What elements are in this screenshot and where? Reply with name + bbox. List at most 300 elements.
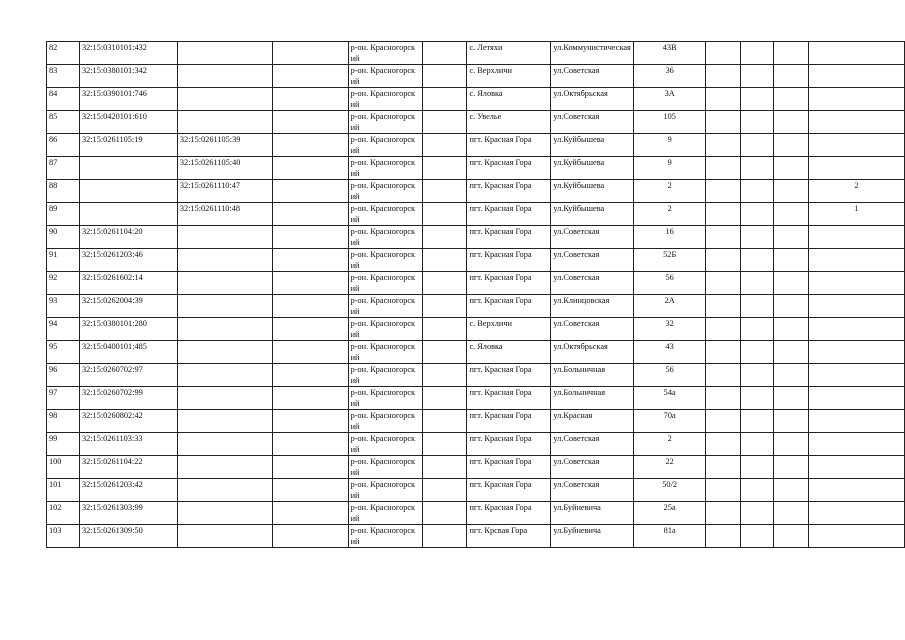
street-cell: ул.Буйневича bbox=[551, 525, 634, 548]
apartment-cell bbox=[808, 226, 904, 249]
street-cell: ул.Советская bbox=[551, 249, 634, 272]
house-number-cell: 32 bbox=[634, 318, 706, 341]
table-row bbox=[47, 387, 905, 410]
cadastral-number-cell: 32:15:0261104:22 bbox=[79, 456, 177, 479]
apartment-cell bbox=[808, 525, 904, 548]
district-cell: р-он. Красногорский bbox=[348, 433, 422, 456]
empty-cell bbox=[741, 387, 774, 410]
empty-cell bbox=[706, 111, 741, 134]
apartment-cell bbox=[808, 479, 904, 502]
empty-cell bbox=[706, 318, 741, 341]
premises-cadastral-number-cell: 32:15:0261110:47 bbox=[177, 180, 272, 203]
empty-cell bbox=[272, 479, 348, 502]
settlement-cell: пгт. Красная Гора bbox=[467, 157, 551, 180]
row-number-cell: 87 bbox=[47, 157, 80, 180]
empty-cell bbox=[706, 456, 741, 479]
empty-cell bbox=[774, 65, 809, 88]
table-row bbox=[47, 272, 905, 295]
apartment-cell bbox=[808, 88, 904, 111]
district-cell: р-он. Красногорский bbox=[348, 42, 422, 65]
settlement-cell: пгт. Крсвая Гора bbox=[467, 525, 551, 548]
premises-cadastral-number-cell bbox=[177, 65, 272, 88]
empty-cell bbox=[272, 65, 348, 88]
district-cell: р-он. Красногорский bbox=[348, 341, 422, 364]
table-row bbox=[47, 479, 905, 502]
row-number-cell: 92 bbox=[47, 272, 80, 295]
settlement-cell: с. Верхличи bbox=[467, 65, 551, 88]
settlement-cell: пгт. Красная Гора bbox=[467, 387, 551, 410]
empty-cell bbox=[272, 134, 348, 157]
empty-cell bbox=[422, 318, 467, 341]
premises-cadastral-number-cell bbox=[177, 364, 272, 387]
house-number-cell: 16 bbox=[634, 226, 706, 249]
empty-cell bbox=[706, 88, 741, 111]
premises-cadastral-number-cell bbox=[177, 249, 272, 272]
cadastral-number-cell: 32:15:0390101:746 bbox=[79, 88, 177, 111]
empty-cell bbox=[422, 502, 467, 525]
settlement-cell: с. Летяхи bbox=[467, 42, 551, 65]
empty-cell bbox=[272, 226, 348, 249]
empty-cell bbox=[272, 272, 348, 295]
table-row bbox=[47, 410, 905, 433]
empty-cell bbox=[774, 525, 809, 548]
street-cell: ул.Октябрьская bbox=[551, 341, 634, 364]
cadastral-number-cell: 32:15:0262004:39 bbox=[79, 295, 177, 318]
apartment-cell bbox=[808, 341, 904, 364]
street-cell: ул.Больничная bbox=[551, 364, 634, 387]
street-cell: ул.Коммунистическая bbox=[551, 42, 634, 65]
district-cell: р-он. Красногорский bbox=[348, 387, 422, 410]
row-number-cell: 100 bbox=[47, 456, 80, 479]
apartment-cell bbox=[808, 42, 904, 65]
street-cell: ул.Советская bbox=[551, 433, 634, 456]
empty-cell bbox=[422, 364, 467, 387]
street-cell: ул.Куйбышева bbox=[551, 157, 634, 180]
empty-cell bbox=[741, 456, 774, 479]
empty-cell bbox=[706, 364, 741, 387]
district-cell: р-он. Красногорский bbox=[348, 180, 422, 203]
settlement-cell: пгт. Красная Гора bbox=[467, 249, 551, 272]
apartment-cell bbox=[808, 272, 904, 295]
house-number-cell: 54а bbox=[634, 387, 706, 410]
table-row bbox=[47, 525, 905, 548]
settlement-cell: пгт. Красная Гора bbox=[467, 479, 551, 502]
table-row bbox=[47, 88, 905, 111]
cadastral-number-cell: 32:15:0260702:99 bbox=[79, 387, 177, 410]
empty-cell bbox=[272, 42, 348, 65]
premises-cadastral-number-cell: 32:15:0261110:48 bbox=[177, 203, 272, 226]
house-number-cell: 56 bbox=[634, 364, 706, 387]
apartment-cell bbox=[808, 111, 904, 134]
district-cell: р-он. Красногорский bbox=[348, 111, 422, 134]
row-number-cell: 102 bbox=[47, 502, 80, 525]
premises-cadastral-number-cell bbox=[177, 410, 272, 433]
row-number-cell: 96 bbox=[47, 364, 80, 387]
cadastral-number-cell: 32:15:0310101:432 bbox=[79, 42, 177, 65]
empty-cell bbox=[774, 456, 809, 479]
empty-cell bbox=[422, 341, 467, 364]
empty-cell bbox=[422, 272, 467, 295]
premises-cadastral-number-cell bbox=[177, 88, 272, 111]
empty-cell bbox=[774, 249, 809, 272]
empty-cell bbox=[706, 134, 741, 157]
premises-cadastral-number-cell bbox=[177, 341, 272, 364]
empty-cell bbox=[422, 479, 467, 502]
empty-cell bbox=[422, 226, 467, 249]
empty-cell bbox=[741, 410, 774, 433]
empty-cell bbox=[272, 387, 348, 410]
street-cell: ул.Октябрьская bbox=[551, 88, 634, 111]
settlement-cell: с. Яловка bbox=[467, 341, 551, 364]
empty-cell bbox=[706, 203, 741, 226]
settlement-cell: с. Увелье bbox=[467, 111, 551, 134]
empty-cell bbox=[774, 42, 809, 65]
settlement-cell: пгт. Красная Гора bbox=[467, 456, 551, 479]
street-cell: ул.Советская bbox=[551, 318, 634, 341]
cadastral-number-cell bbox=[79, 203, 177, 226]
premises-cadastral-number-cell bbox=[177, 525, 272, 548]
apartment-cell bbox=[808, 318, 904, 341]
district-cell: р-он. Красногорский bbox=[348, 502, 422, 525]
apartment-cell: 1 bbox=[808, 203, 904, 226]
empty-cell bbox=[741, 295, 774, 318]
settlement-cell: с. Верхличи bbox=[467, 318, 551, 341]
cadastral-number-cell: 32:15:0261602:14 bbox=[79, 272, 177, 295]
empty-cell bbox=[272, 203, 348, 226]
district-cell: р-он. Красногорский bbox=[348, 295, 422, 318]
empty-cell bbox=[774, 410, 809, 433]
row-number-cell: 91 bbox=[47, 249, 80, 272]
empty-cell bbox=[272, 318, 348, 341]
table-row bbox=[47, 180, 905, 203]
district-cell: р-он. Красногорский bbox=[348, 88, 422, 111]
empty-cell bbox=[741, 226, 774, 249]
empty-cell bbox=[422, 180, 467, 203]
premises-cadastral-number-cell bbox=[177, 295, 272, 318]
premises-cadastral-number-cell: 32:15:0261105:40 bbox=[177, 157, 272, 180]
apartment-cell bbox=[808, 456, 904, 479]
house-number-cell: 50/2 bbox=[634, 479, 706, 502]
empty-cell bbox=[774, 433, 809, 456]
house-number-cell: 9 bbox=[634, 157, 706, 180]
cadastral-number-cell bbox=[79, 180, 177, 203]
empty-cell bbox=[774, 88, 809, 111]
apartment-cell bbox=[808, 364, 904, 387]
empty-cell bbox=[272, 364, 348, 387]
empty-cell bbox=[706, 249, 741, 272]
empty-cell bbox=[774, 502, 809, 525]
row-number-cell: 93 bbox=[47, 295, 80, 318]
street-cell: ул.Советская bbox=[551, 226, 634, 249]
row-number-cell: 89 bbox=[47, 203, 80, 226]
district-cell: р-он. Красногорский bbox=[348, 249, 422, 272]
empty-cell bbox=[422, 203, 467, 226]
house-number-cell: 43 bbox=[634, 341, 706, 364]
street-cell: ул.Советская bbox=[551, 479, 634, 502]
house-number-cell: 22 bbox=[634, 456, 706, 479]
empty-cell bbox=[774, 479, 809, 502]
empty-cell bbox=[422, 433, 467, 456]
empty-cell bbox=[706, 341, 741, 364]
empty-cell bbox=[422, 249, 467, 272]
street-cell: ул.Больничная bbox=[551, 387, 634, 410]
empty-cell bbox=[741, 341, 774, 364]
table-row bbox=[47, 42, 905, 65]
district-cell: р-он. Красногорский bbox=[348, 318, 422, 341]
district-cell: р-он. Красногорский bbox=[348, 272, 422, 295]
empty-cell bbox=[272, 433, 348, 456]
empty-cell bbox=[422, 134, 467, 157]
premises-cadastral-number-cell bbox=[177, 111, 272, 134]
district-cell: р-он. Красногорский bbox=[348, 226, 422, 249]
empty-cell bbox=[706, 479, 741, 502]
premises-cadastral-number-cell bbox=[177, 387, 272, 410]
empty-cell bbox=[706, 226, 741, 249]
street-cell: ул.Буйневича bbox=[551, 502, 634, 525]
house-number-cell: 9 bbox=[634, 134, 706, 157]
empty-cell bbox=[774, 272, 809, 295]
empty-cell bbox=[422, 111, 467, 134]
cadastral-number-cell: 32:15:0261104:20 bbox=[79, 226, 177, 249]
street-cell: ул.Красная bbox=[551, 410, 634, 433]
cadastral-number-cell: 32:15:0260702:97 bbox=[79, 364, 177, 387]
district-cell: р-он. Красногорский bbox=[348, 65, 422, 88]
row-number-cell: 97 bbox=[47, 387, 80, 410]
table-row bbox=[47, 111, 905, 134]
district-cell: р-он. Красногорский bbox=[348, 134, 422, 157]
street-cell: ул.Советская bbox=[551, 65, 634, 88]
empty-cell bbox=[706, 525, 741, 548]
apartment-cell bbox=[808, 502, 904, 525]
house-number-cell: 36 bbox=[634, 65, 706, 88]
empty-cell bbox=[741, 318, 774, 341]
settlement-cell: пгт. Красная Гора bbox=[467, 134, 551, 157]
empty-cell bbox=[272, 525, 348, 548]
empty-cell bbox=[422, 88, 467, 111]
empty-cell bbox=[774, 318, 809, 341]
street-cell: ул.Советская bbox=[551, 111, 634, 134]
apartment-cell bbox=[808, 134, 904, 157]
cadastral-number-cell: 32:15:0261103:33 bbox=[79, 433, 177, 456]
empty-cell bbox=[741, 134, 774, 157]
empty-cell bbox=[422, 295, 467, 318]
row-number-cell: 86 bbox=[47, 134, 80, 157]
row-number-cell: 94 bbox=[47, 318, 80, 341]
street-cell: ул.Советская bbox=[551, 456, 634, 479]
table-row bbox=[47, 364, 905, 387]
table-row bbox=[47, 341, 905, 364]
empty-cell bbox=[741, 272, 774, 295]
empty-cell bbox=[741, 65, 774, 88]
empty-cell bbox=[774, 134, 809, 157]
settlement-cell: пгт. Красная Гора bbox=[467, 203, 551, 226]
table-row bbox=[47, 226, 905, 249]
empty-cell bbox=[422, 456, 467, 479]
empty-cell bbox=[774, 364, 809, 387]
street-cell: ул.Советская bbox=[551, 272, 634, 295]
premises-cadastral-number-cell bbox=[177, 479, 272, 502]
row-number-cell: 90 bbox=[47, 226, 80, 249]
empty-cell bbox=[272, 295, 348, 318]
settlement-cell: с. Яловка bbox=[467, 88, 551, 111]
apartment-cell bbox=[808, 433, 904, 456]
street-cell: ул.Куйбышева bbox=[551, 180, 634, 203]
row-number-cell: 83 bbox=[47, 65, 80, 88]
empty-cell bbox=[741, 157, 774, 180]
property-register-table bbox=[46, 41, 905, 548]
empty-cell bbox=[706, 387, 741, 410]
row-number-cell: 85 bbox=[47, 111, 80, 134]
empty-cell bbox=[741, 42, 774, 65]
cadastral-number-cell: 32:15:0380101:342 bbox=[79, 65, 177, 88]
empty-cell bbox=[706, 502, 741, 525]
settlement-cell: пгт. Красная Гора bbox=[467, 410, 551, 433]
empty-cell bbox=[706, 42, 741, 65]
empty-cell bbox=[741, 502, 774, 525]
cadastral-number-cell: 32:15:0261203:46 bbox=[79, 249, 177, 272]
empty-cell bbox=[272, 157, 348, 180]
row-number-cell: 99 bbox=[47, 433, 80, 456]
empty-cell bbox=[741, 525, 774, 548]
street-cell: ул.Клинцовская bbox=[551, 295, 634, 318]
empty-cell bbox=[741, 364, 774, 387]
empty-cell bbox=[774, 203, 809, 226]
premises-cadastral-number-cell bbox=[177, 272, 272, 295]
empty-cell bbox=[422, 387, 467, 410]
empty-cell bbox=[272, 502, 348, 525]
house-number-cell: 2 bbox=[634, 433, 706, 456]
empty-cell bbox=[774, 111, 809, 134]
table-row bbox=[47, 295, 905, 318]
house-number-cell: 81а bbox=[634, 525, 706, 548]
empty-cell bbox=[422, 65, 467, 88]
house-number-cell: 2 bbox=[634, 180, 706, 203]
table-row bbox=[47, 134, 905, 157]
district-cell: р-он. Красногорский bbox=[348, 157, 422, 180]
table-row bbox=[47, 249, 905, 272]
house-number-cell: 2 bbox=[634, 203, 706, 226]
empty-cell bbox=[774, 157, 809, 180]
empty-cell bbox=[706, 295, 741, 318]
apartment-cell bbox=[808, 157, 904, 180]
empty-cell bbox=[272, 456, 348, 479]
empty-cell bbox=[706, 180, 741, 203]
house-number-cell: 2А bbox=[634, 295, 706, 318]
premises-cadastral-number-cell bbox=[177, 433, 272, 456]
empty-cell bbox=[741, 111, 774, 134]
empty-cell bbox=[741, 203, 774, 226]
table-row bbox=[47, 502, 905, 525]
table-row bbox=[47, 433, 905, 456]
cadastral-number-cell: 32:15:0261203:42 bbox=[79, 479, 177, 502]
row-number-cell: 88 bbox=[47, 180, 80, 203]
premises-cadastral-number-cell bbox=[177, 42, 272, 65]
house-number-cell: 70а bbox=[634, 410, 706, 433]
district-cell: р-он. Красногорский bbox=[348, 479, 422, 502]
cadastral-number-cell: 32:15:0260802:42 bbox=[79, 410, 177, 433]
empty-cell bbox=[774, 387, 809, 410]
empty-cell bbox=[422, 525, 467, 548]
empty-cell bbox=[706, 433, 741, 456]
district-cell: р-он. Красногорский bbox=[348, 410, 422, 433]
cadastral-number-cell: 32:15:0261105:19 bbox=[79, 134, 177, 157]
house-number-cell: 105 bbox=[634, 111, 706, 134]
table-row bbox=[47, 65, 905, 88]
settlement-cell: пгт. Красная Гора bbox=[467, 502, 551, 525]
district-cell: р-он. Красногорский bbox=[348, 525, 422, 548]
district-cell: р-он. Красногорский bbox=[348, 364, 422, 387]
row-number-cell: 82 bbox=[47, 42, 80, 65]
apartment-cell bbox=[808, 65, 904, 88]
street-cell: ул.Куйбышева bbox=[551, 203, 634, 226]
empty-cell bbox=[272, 111, 348, 134]
empty-cell bbox=[272, 249, 348, 272]
cadastral-number-cell: 32:15:0400101:485 bbox=[79, 341, 177, 364]
row-number-cell: 95 bbox=[47, 341, 80, 364]
premises-cadastral-number-cell: 32:15:0261105:39 bbox=[177, 134, 272, 157]
empty-cell bbox=[774, 226, 809, 249]
empty-cell bbox=[741, 180, 774, 203]
premises-cadastral-number-cell bbox=[177, 226, 272, 249]
settlement-cell: пгт. Красная Гора bbox=[467, 433, 551, 456]
apartment-cell bbox=[808, 387, 904, 410]
row-number-cell: 98 bbox=[47, 410, 80, 433]
empty-cell bbox=[774, 180, 809, 203]
empty-cell bbox=[741, 479, 774, 502]
settlement-cell: пгт. Красная Гора bbox=[467, 295, 551, 318]
empty-cell bbox=[706, 157, 741, 180]
settlement-cell: пгт. Красная Гора bbox=[467, 272, 551, 295]
apartment-cell bbox=[808, 410, 904, 433]
table-row bbox=[47, 456, 905, 479]
street-cell: ул.Куйбышева bbox=[551, 134, 634, 157]
house-number-cell: 3А bbox=[634, 88, 706, 111]
house-number-cell: 52Б bbox=[634, 249, 706, 272]
empty-cell bbox=[774, 295, 809, 318]
empty-cell bbox=[272, 180, 348, 203]
settlement-cell: пгт. Красная Гора bbox=[467, 364, 551, 387]
district-cell: р-он. Красногорский bbox=[348, 456, 422, 479]
row-number-cell: 103 bbox=[47, 525, 80, 548]
cadastral-number-cell: 32:15:0261309:50 bbox=[79, 525, 177, 548]
premises-cadastral-number-cell bbox=[177, 318, 272, 341]
empty-cell bbox=[706, 65, 741, 88]
empty-cell bbox=[422, 157, 467, 180]
settlement-cell: пгт. Красная Гора bbox=[467, 226, 551, 249]
premises-cadastral-number-cell bbox=[177, 502, 272, 525]
settlement-cell: пгт. Красная Гора bbox=[467, 180, 551, 203]
empty-cell bbox=[422, 42, 467, 65]
empty-cell bbox=[774, 341, 809, 364]
table-row bbox=[47, 318, 905, 341]
cadastral-number-cell: 32:15:0420101:610 bbox=[79, 111, 177, 134]
empty-cell bbox=[422, 410, 467, 433]
empty-cell bbox=[706, 272, 741, 295]
cadastral-number-cell: 32:15:0261303:99 bbox=[79, 502, 177, 525]
empty-cell bbox=[272, 88, 348, 111]
empty-cell bbox=[741, 433, 774, 456]
empty-cell bbox=[741, 88, 774, 111]
house-number-cell: 43В bbox=[634, 42, 706, 65]
empty-cell bbox=[706, 410, 741, 433]
row-number-cell: 84 bbox=[47, 88, 80, 111]
table-row bbox=[47, 157, 905, 180]
apartment-cell bbox=[808, 249, 904, 272]
table-row bbox=[47, 203, 905, 226]
apartment-cell: 2 bbox=[808, 180, 904, 203]
cadastral-number-cell bbox=[79, 157, 177, 180]
row-number-cell: 101 bbox=[47, 479, 80, 502]
